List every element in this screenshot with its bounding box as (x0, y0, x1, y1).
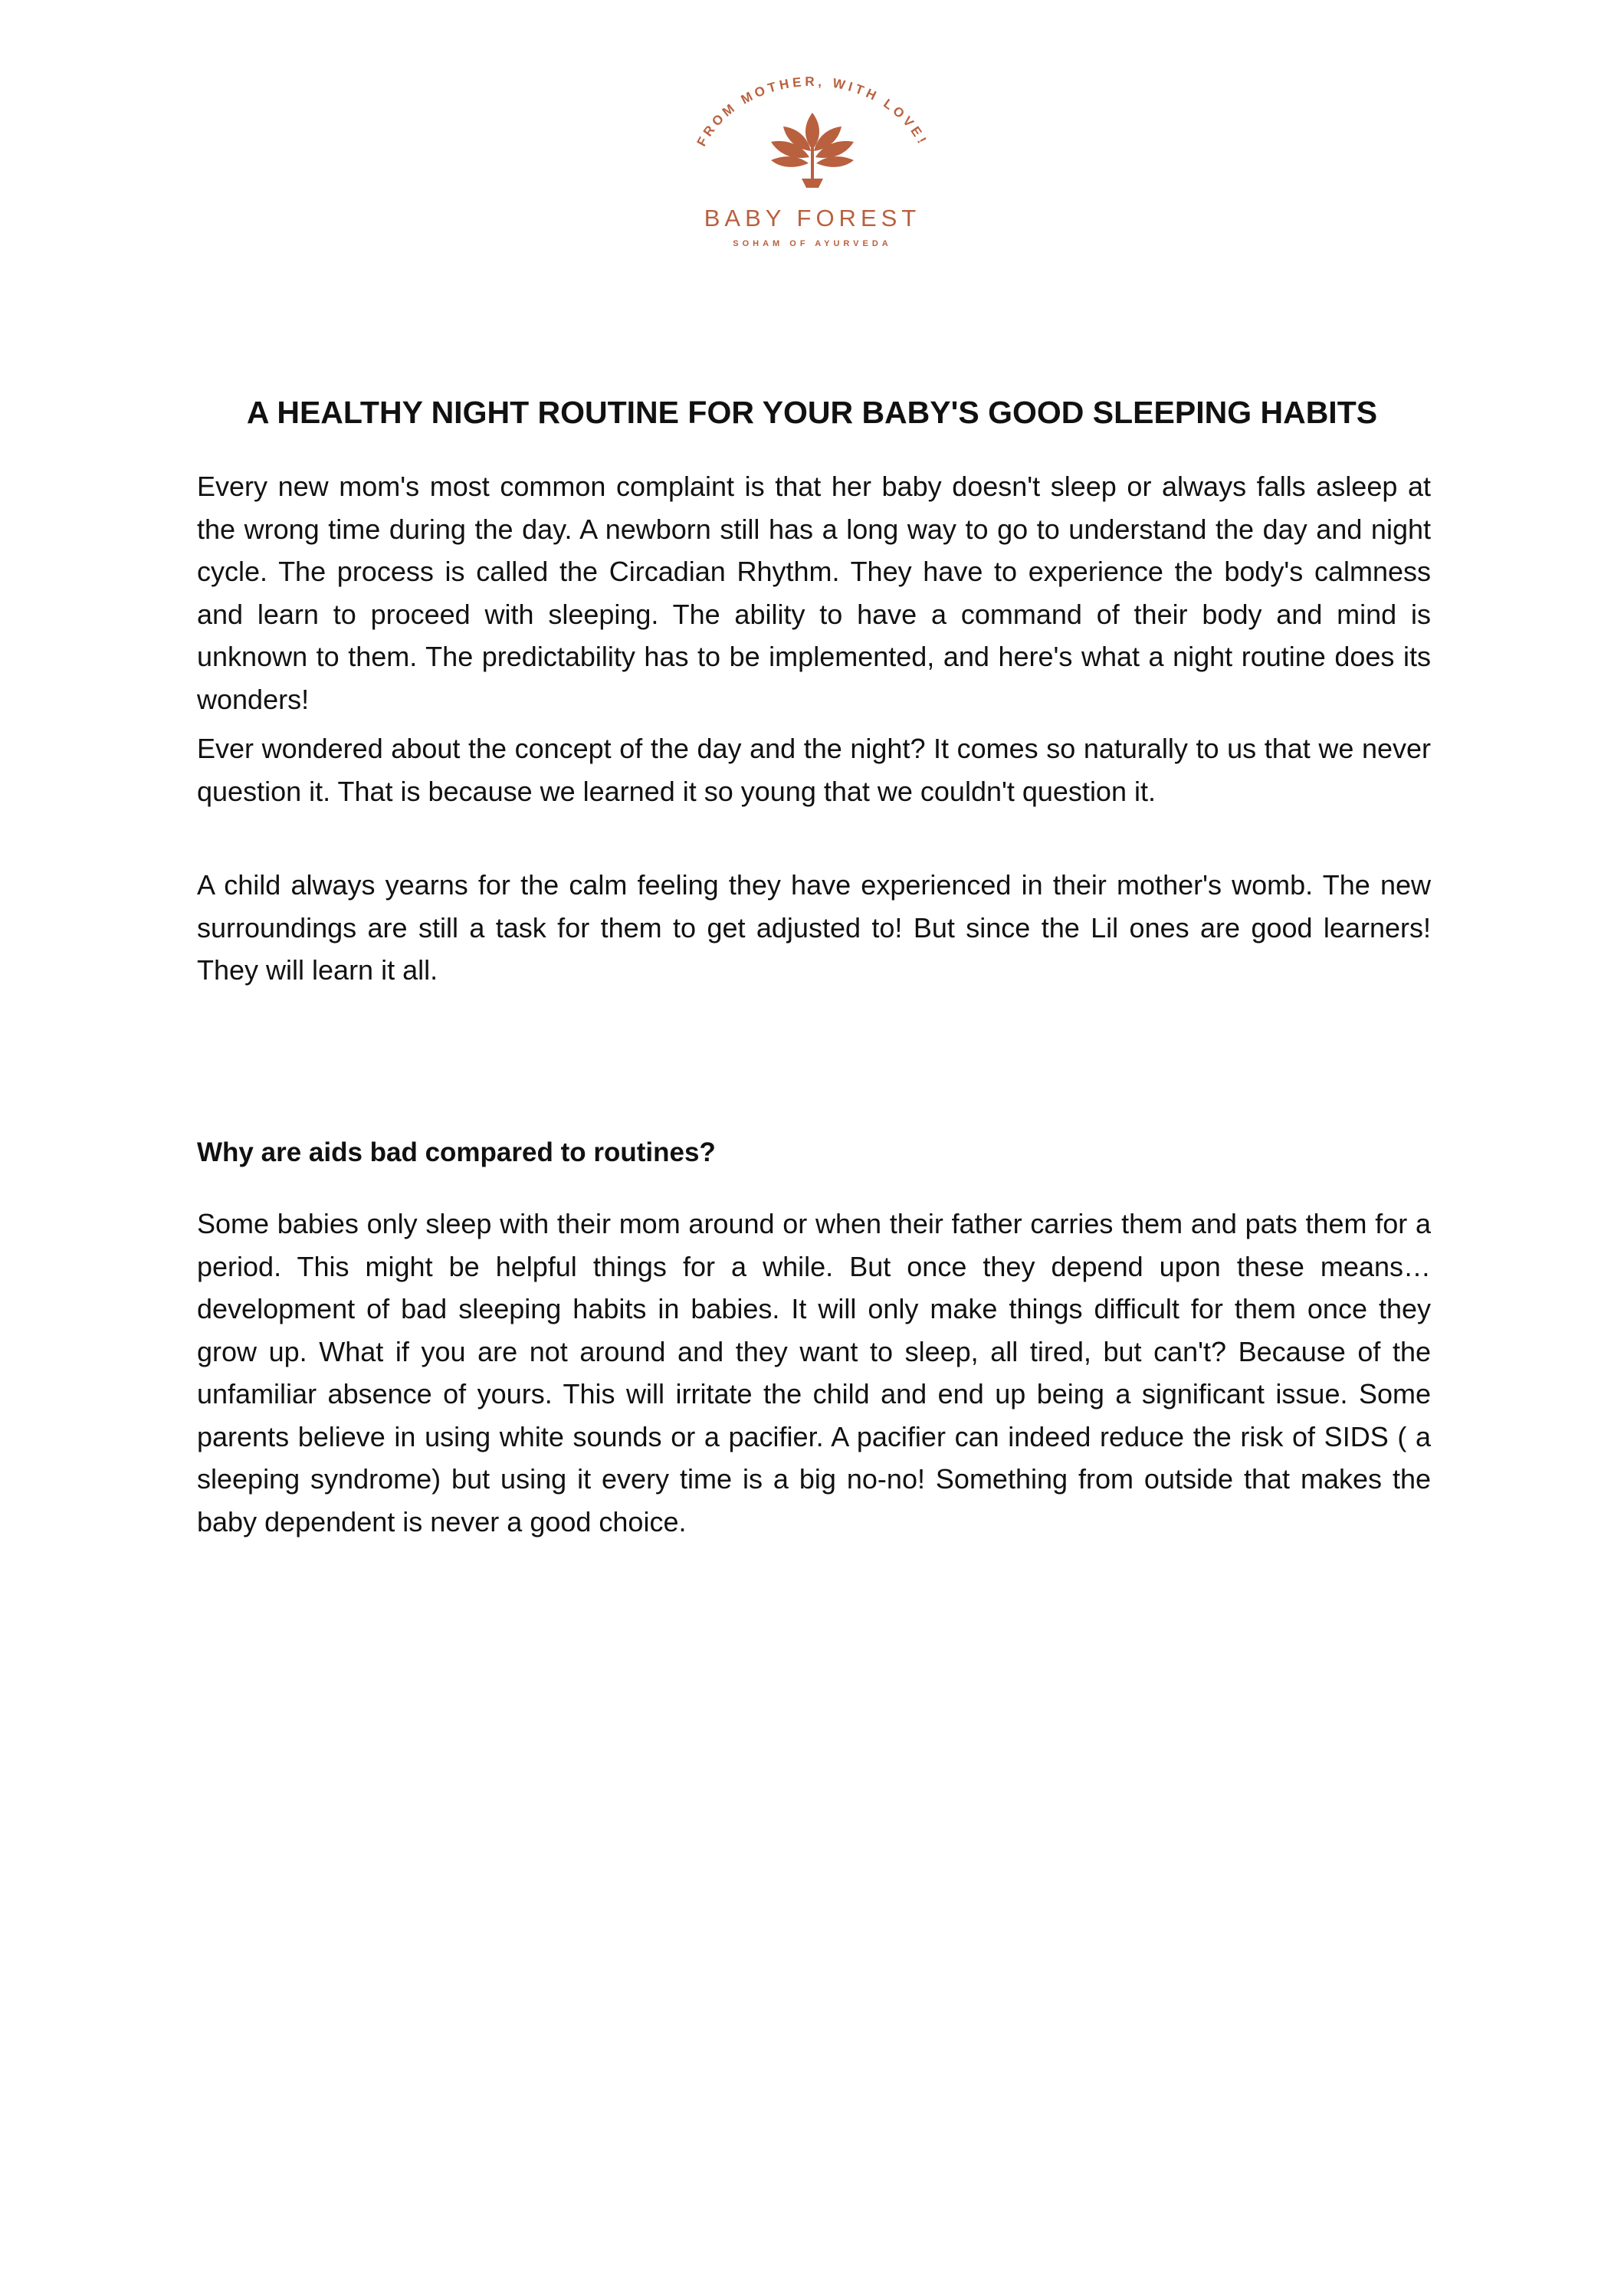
section-body: Some babies only sleep with their mom around or when their father carries them and pats them for a period. This might be helpful things for a while. But once they depend upon these means… development of bad sleeping habits in babies. It will only make things difficult for them once they grow up. What if you are not around and they want to sleep, all tired, but can't? Because of the unfamiliar absence of yours. This will irritate the child and end up being a significant issue. Some parents believe in using white sounds or a pacifier. A pacifier can indeed reduce the risk of SIDS ( a sleeping syndrome) but using it every time is a big no-no! Something from outside that makes the baby dependent is never a good choice. (197, 1208, 1431, 1538)
article-title: A HEALTHY NIGHT ROUTINE FOR YOUR BABY'S GOOD SLEEPING HABITS (246, 395, 1378, 430)
logo-tagline: SOHAM OF AYURVEDA (733, 239, 892, 248)
baby-forest-logo (674, 65, 950, 264)
paragraph-mothers-womb: A child always yearns for the calm feeling they have experienced in their mother's womb. The new surroundings are still a task for them to get adjusted to! But since the Lil ones are good learners! They will learn it all. (197, 869, 1431, 986)
tree-leaf-icon (771, 113, 854, 188)
logo-brand: BABY FOREST (704, 205, 921, 231)
section-heading: Why are aids bad compared to routines? (197, 1137, 716, 1167)
paragraph-day-night: Ever wondered about the concept of the day and the night? It comes so naturally to us that we never question it. That is because we learned it so young that we couldn't question it. (197, 733, 1431, 807)
logo-arc-text: FROM MOTHER, WITH LOVE! (694, 74, 931, 149)
paragraph-intro: Every new mom's most common complaint is that her baby doesn't sleep or always falls asleep at the wrong time during the day. A newborn still has a long way to go to understand the day and night cycle. The process is called the Circadian Rhythm. They have to experience the body's calmness and learn to proceed with sleeping. The ability to have a command of their body and mind is unknown to them. The predictability has to be implemented, and here's what a night routine does its wonders! (197, 471, 1431, 715)
